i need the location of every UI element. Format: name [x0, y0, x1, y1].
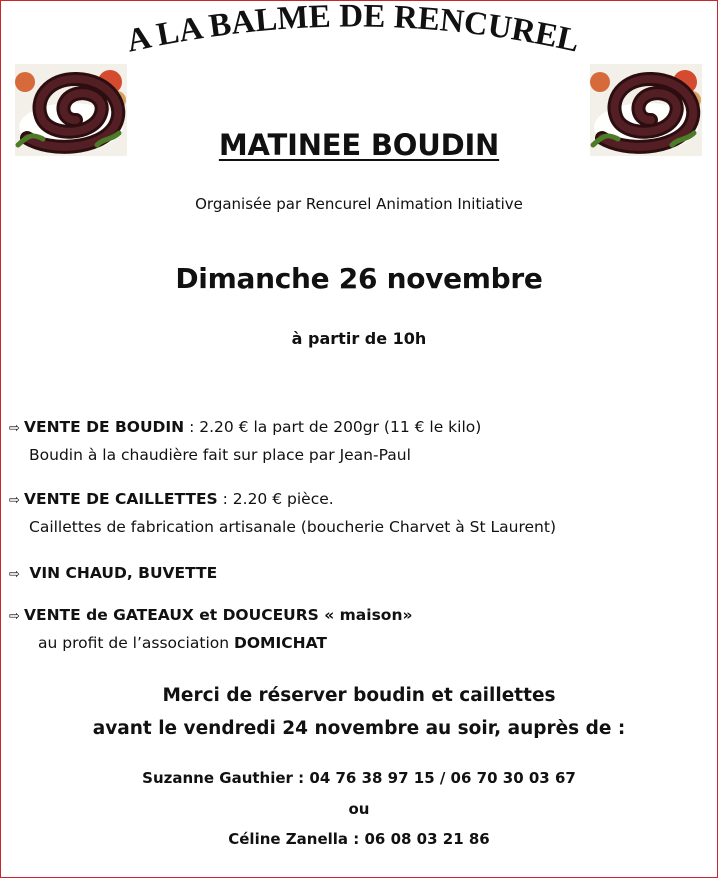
drinks-heading: VIN CHAUD, BUVETTE — [24, 564, 218, 582]
right-arrow-icon: ⇨ — [9, 567, 20, 582]
header-title: A LA BALME DE RENCUREL — [123, 0, 583, 60]
secondary-contact: Céline Zanella : 06 08 03 21 86 — [228, 830, 490, 848]
reservation-line-2: avant le vendredi 24 novembre au soir, auprès de : — [92, 718, 626, 739]
svg-text:A LA BALME DE RENCUREL — [123, 0, 582, 60]
right-arrow-icon: ⇨ — [9, 609, 20, 624]
right-arrow-icon: ⇨ — [9, 421, 20, 436]
event-time: à partir de 10h — [291, 329, 427, 348]
charity-prefix: au profit de l’association — [38, 634, 234, 652]
reservation-line-1: Merci de réserver boudin et caillettes — [162, 685, 556, 706]
reservation-message — [0, 679, 718, 745]
boudin-sale-detail: Boudin à la chaudière fait sur place par Jean-Paul — [29, 446, 411, 464]
drinks-item — [9, 564, 217, 582]
caillettes-sale-item — [9, 490, 556, 536]
caillettes-sale-detail: Caillettes de fabrication artisanale (boucherie Charvet à St Laurent) — [29, 518, 556, 536]
event-date: Dimanche 26 novembre — [175, 262, 543, 295]
cakes-sale-item — [9, 606, 413, 652]
contact-separator: ou — [348, 800, 370, 818]
caillettes-sale-heading: VENTE DE CAILLETTES — [24, 490, 218, 508]
boudin-sale-price: : 2.20 € la part de 200gr (11 € le kilo) — [184, 418, 482, 436]
right-arrow-icon: ⇨ — [9, 493, 20, 508]
charity-name: DOMICHAT — [233, 634, 327, 652]
organizer-text: Organisée par Rencurel Animation Initiative — [195, 195, 523, 213]
cakes-sale-heading: VENTE de GATEAUX et DOUCEURS « maison» — [24, 606, 413, 624]
cakes-sale-detail — [9, 634, 413, 652]
primary-contact: Suzanne Gauthier : 04 76 38 97 15 / 06 70 30 03 67 — [142, 769, 576, 787]
caillettes-sale-price: : 2.20 € pièce. — [217, 490, 334, 508]
boudin-sale-heading: VENTE DE BOUDIN — [24, 418, 185, 436]
boudin-sale-item — [9, 418, 481, 464]
event-title: MATINEE BOUDIN — [218, 128, 500, 162]
